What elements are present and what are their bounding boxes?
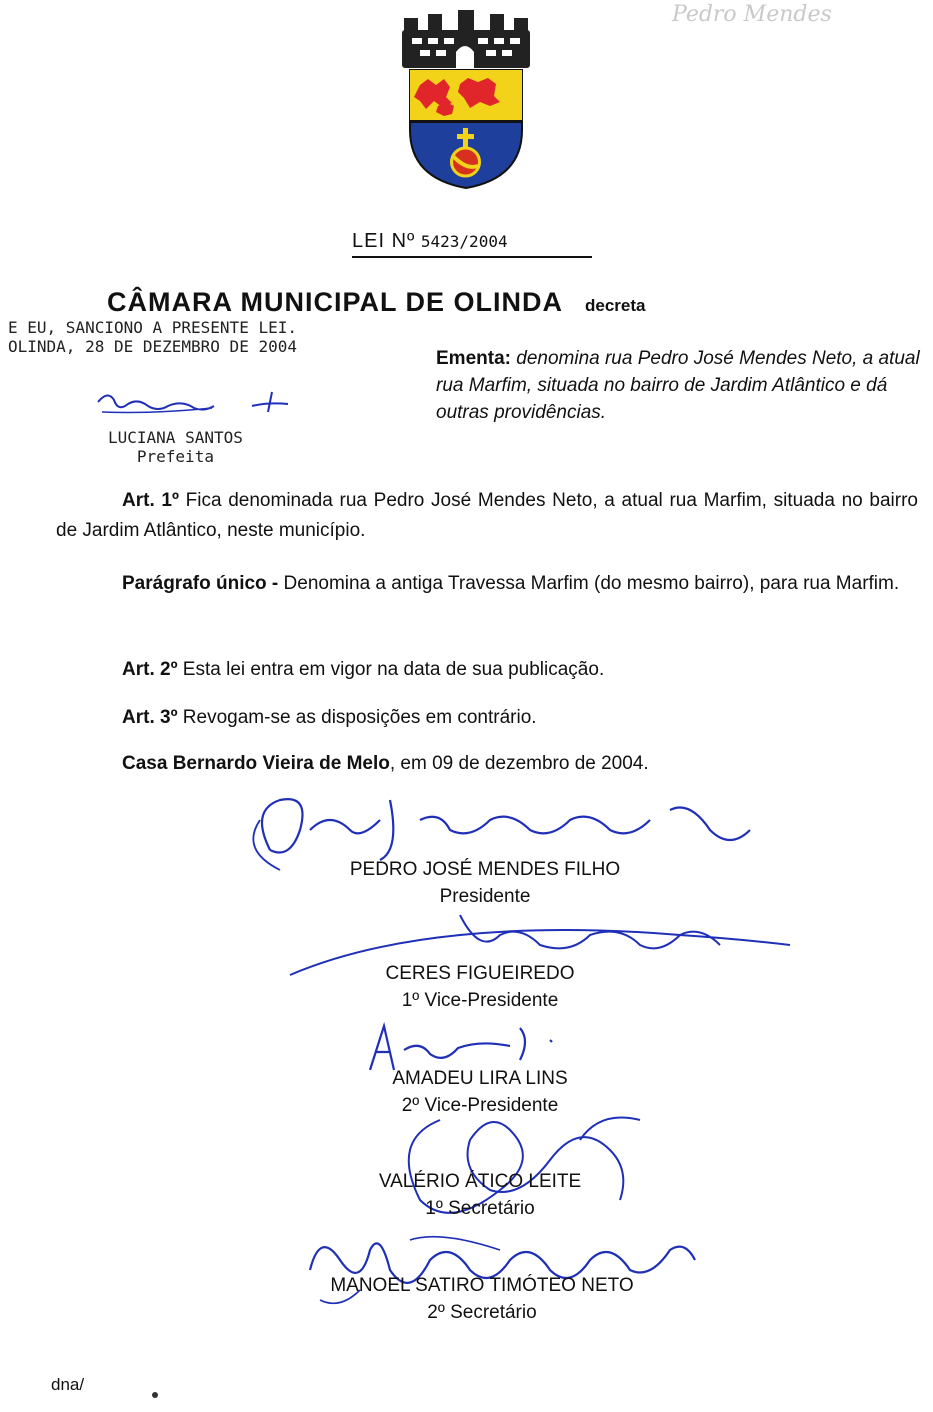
article-3-text: Revogam-se as disposições em contrário. <box>177 707 537 728</box>
sanction-block <box>8 318 297 356</box>
place-date-text: , em 09 de dezembro de 2004. <box>389 753 649 774</box>
place-date-lead: Casa Bernardo Vieira de Melo <box>122 753 390 774</box>
ink-speck <box>152 1392 158 1398</box>
signatory-5 <box>300 1272 664 1326</box>
shield <box>410 70 522 188</box>
signatory-3 <box>330 1065 630 1119</box>
signatory-1-name: PEDRO JOSÉ MENDES FILHO <box>349 859 621 880</box>
signatory-5-role: 2º Secretário <box>427 1302 537 1323</box>
signatory-2 <box>330 960 630 1014</box>
article-3-lead: Art. 3º <box>122 707 178 728</box>
signatory-4 <box>330 1168 630 1222</box>
article-2 <box>56 655 918 685</box>
law-number-heading <box>352 230 592 258</box>
mayor-signature <box>92 384 302 424</box>
mayor-name: LUCIANA SANTOS <box>108 428 243 447</box>
signatory-3-name: AMADEU LIRA LINS <box>392 1068 568 1089</box>
article-1-lead: Art. 1º <box>122 490 179 511</box>
signatory-1 <box>333 856 637 910</box>
law-label: LEI Nº <box>352 230 416 252</box>
margin-note: Pedro Mendes <box>672 2 832 27</box>
signatory-4-role: 1º Secretário <box>425 1198 535 1219</box>
article-2-text: Esta lei entra em vigor na data de sua publicação. <box>177 659 605 680</box>
olinda-coat-of-arms <box>398 10 533 190</box>
signatory-2-name: CERES FIGUEIREDO <box>385 963 575 984</box>
ementa-text: denomina rua Pedro José Mendes Neto, a atual rua Marfim, situada no bairro de Jardim Atlântico e dá outras providências. <box>436 348 920 423</box>
article-3 <box>56 703 918 733</box>
ementa <box>436 345 926 426</box>
chamber-heading <box>107 287 645 318</box>
ementa-label: Ementa: <box>436 348 511 369</box>
mayor-block <box>108 428 243 466</box>
chamber-verb: decreta <box>584 296 646 315</box>
paragrafo-unico <box>56 569 918 599</box>
footer-code: dna/ <box>51 1375 85 1394</box>
paragrafo-unico-text: Denomina a antiga Travessa Marfim (do mesmo bairro), para rua Marfim. <box>278 573 900 594</box>
sanction-line-2: OLINDA, 28 DE DEZEMBRO DE 2004 <box>8 337 297 356</box>
law-number: 5423/2004 <box>420 232 508 251</box>
signatory-5-name: MANOEL SATIRO TIMÓTEO NETO <box>330 1275 634 1296</box>
article-2-lead: Art. 2º <box>122 659 178 680</box>
mayor-title: Prefeita <box>136 447 214 466</box>
chamber-name: CÂMARA MUNICIPAL DE OLINDA <box>107 287 563 317</box>
place-date <box>56 749 918 779</box>
paragrafo-unico-lead: Parágrafo único - <box>122 573 279 594</box>
signatory-3-role: 2º Vice-Presidente <box>401 1095 559 1116</box>
signatory-2-role: 1º Vice-Presidente <box>401 990 559 1011</box>
signatory-1-role: Presidente <box>439 886 531 907</box>
signatory-4-name: VALÉRIO ÁTICO LEITE <box>378 1171 582 1192</box>
article-1 <box>56 486 918 546</box>
article-1-text: Fica denominada rua Pedro José Mendes Neto, a atual rua Marfim, situada no bairro de Jardim Atlântico, neste município. <box>56 490 919 541</box>
sanction-line-1: E EU, SANCIONO A PRESENTE LEI. <box>8 318 297 337</box>
